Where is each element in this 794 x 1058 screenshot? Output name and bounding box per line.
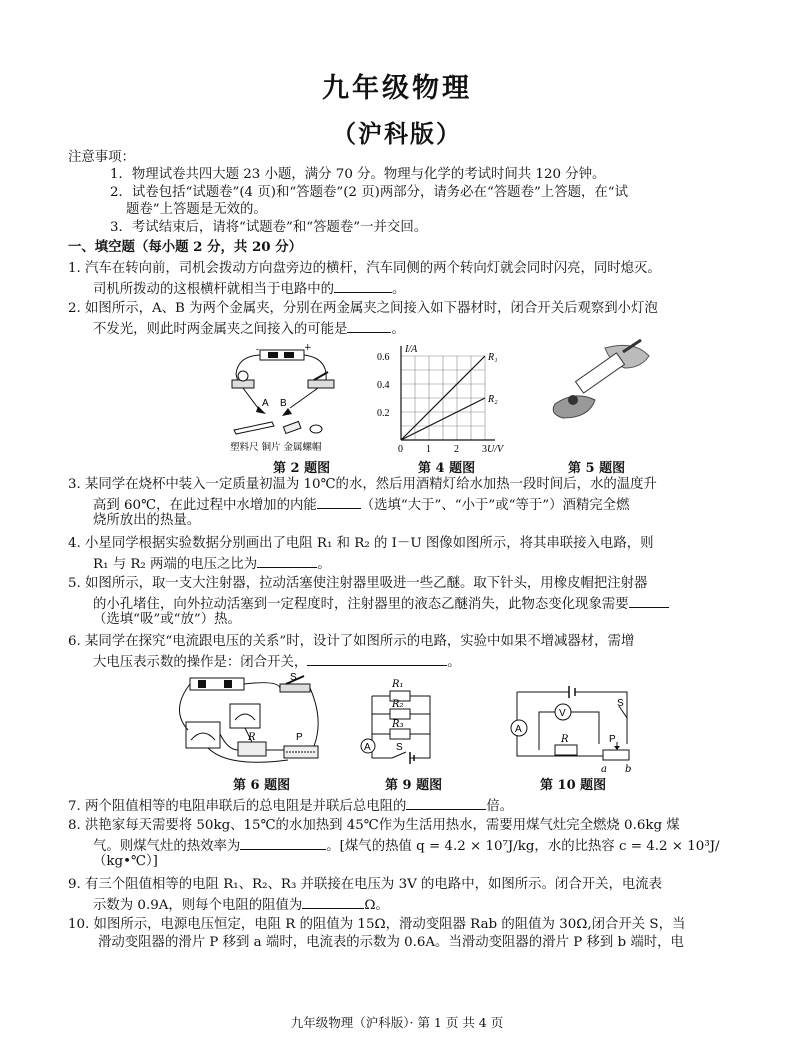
figure-6-apparatus (168, 670, 324, 772)
question-5-end: （选填“吸”或“放”）热。 (93, 612, 241, 627)
bulb (238, 371, 248, 381)
answer-blank[interactable] (302, 894, 364, 909)
svg-text:B: B (280, 398, 287, 409)
switch (280, 684, 310, 692)
figure-2-circuit (228, 342, 348, 454)
question-1: 1. 汽车在转向前，司机会拨动方向盘旁边的横杆，汽车同侧的两个转向灯就会同时闪亮，同时熄灭。 (68, 261, 661, 276)
rubber-cap (568, 395, 578, 405)
resistor-r (238, 742, 266, 756)
voltmeter (230, 704, 260, 728)
metal-nut (310, 425, 322, 433)
minus-label: - (256, 345, 260, 355)
series-label: R₂ (488, 394, 498, 405)
answer-blank[interactable] (317, 494, 361, 509)
answer-blank[interactable] (406, 795, 486, 810)
resistor-r2 (390, 709, 410, 719)
question-1-cont: 司机所拨动的这根横杆就相当于电路中的 。 (93, 278, 405, 299)
answer-blank[interactable] (257, 553, 317, 568)
question-8-cont: 气。则煤气灶的热效率为 。[煤气的热值 q = 4.2 × 10⁷J/kg，水的比热容 c = 4.2 × 10³J/ (93, 835, 720, 856)
answer-blank[interactable] (347, 318, 391, 333)
note-item: 2．试卷包括“试题卷”(4 页)和“答题卷”(2 页)两部分，请务必在“答题卷”上答题，在“试 (110, 185, 628, 200)
svg-text:R: R (561, 734, 569, 745)
caption-fig10: 第 10 题图 (540, 778, 607, 793)
copper-sheet (283, 421, 300, 433)
y-tick-label: 0.6 (377, 352, 390, 363)
resistor-r3 (390, 729, 410, 739)
y-axis-label: I/A (405, 344, 418, 355)
question-5-cont: 的小孔堵住，向外拉动活塞到一定程度时，注射器里的液态乙醚消失，此物态变化现象需要 (93, 593, 669, 614)
x-axis-label: U/V (487, 444, 504, 455)
question-6: 6. 某同学在探究“电流跟电压的关系”时，设计了如图所示的电路，实验中如果不增减器材，需增 (68, 634, 635, 649)
x-tick-label: 1 (426, 444, 431, 455)
note-item: 3．考试结束后，请将“试题卷”和“答题卷”一并交回。 (110, 220, 428, 235)
question-4: 4. 小星同学根据实验数据分别画出了电阻 R₁ 和 R₂ 的 I－U 图像如图所示，将其串联接入电路，则 (68, 536, 654, 551)
svg-text:S: S (290, 672, 297, 683)
figure-5-syringe (545, 338, 655, 424)
question-6-cont: 大电压表示数的操作是：闭合开关， 。 (93, 651, 461, 672)
svg-text:b: b (625, 764, 632, 774)
answer-blank[interactable] (629, 593, 669, 608)
svg-text:R₁: R₁ (392, 679, 404, 690)
question-3-end: 烧所放出的热量。 (93, 513, 201, 528)
clip-b (282, 408, 292, 416)
question-10: 10. 如图所示，电源电压恒定，电阻 R 的阻值为 15Ω，滑动变阻器 Rab 的阻值为 30Ω,闭合开关 S，当 (68, 917, 686, 932)
caption-fig2: 第 2 题图 (273, 461, 331, 476)
series-label: R₁ (488, 352, 498, 363)
note-item: 题卷”上答题是无效的。 (126, 202, 267, 217)
page-title: 九年级物理 (322, 73, 472, 104)
resistor-r (555, 745, 577, 755)
svg-text:a: a (601, 764, 607, 774)
figure-10-circuit (505, 678, 645, 774)
question-4-cont: R₁ 与 R₂ 两端的电压之比为 。 (93, 553, 331, 574)
caption-fig6: 第 6 题图 (233, 778, 291, 793)
svg-text:S: S (617, 698, 624, 709)
fig2-items-label: 塑料尺 铜片 金属螺帽 (230, 442, 322, 453)
syringe-barrel (576, 353, 625, 393)
x-tick-label: 2 (454, 444, 459, 455)
svg-text:A: A (515, 724, 522, 735)
switch-base (308, 380, 334, 388)
svg-text:R₃: R₃ (392, 719, 404, 730)
svg-text:R₂: R₂ (392, 699, 404, 710)
page-subtitle: （沪科版） (332, 119, 462, 148)
x-tick-label: 3 (482, 444, 487, 455)
y-tick-label: 0.2 (377, 408, 390, 419)
answer-blank[interactable] (307, 651, 447, 666)
question-8: 8. 洪艳家每天需要将 50kg、15℃的水加热到 45℃作为生活用热水，需要用煤气灶完全燃烧 0.6kg 煤 (68, 818, 680, 833)
svg-text:R: R (248, 732, 256, 743)
notes-heading: 注意事项： (68, 150, 135, 165)
question-9: 9. 有三个阻值相等的电阻 R₁、R₂、R₃ 并联接在电压为 3V 的电路中，如图所示。闭合开关，电流表 (68, 877, 663, 892)
answer-blank[interactable] (240, 835, 326, 850)
ammeter (186, 722, 220, 748)
svg-text:A: A (262, 398, 269, 409)
figure-9-circuit (356, 670, 446, 774)
svg-text:P: P (296, 732, 303, 743)
svg-text:S: S (396, 742, 403, 753)
question-5: 5. 如图所示，取一支大注射器，拉动活塞使注射器里吸进一些乙醚。取下针头，用橡皮帽把注射器 (68, 576, 648, 591)
question-2: 2. 如图所示，A、B 为两个金属夹，分别在两金属夹之间接入如下器材时，闭合开关后观察到小灯泡 (68, 301, 658, 316)
question-3-cont: 高到 60℃，在此过程中水增加的内能 （选填“大于”、“小于”或“等于”）酒精完全燃 (93, 494, 629, 515)
note-item: 1．物理试卷共四大题 23 小题，满分 70 分。物理与化学的考试时间共 120 分钟。 (110, 167, 606, 182)
x-tick-label: 0 (398, 444, 403, 455)
battery-box (260, 350, 304, 360)
svg-text:A: A (364, 742, 371, 753)
question-9-cont: 示数为 0.9A，则每个电阻的阻值为 Ω。 (93, 894, 389, 915)
caption-fig5: 第 5 题图 (568, 461, 626, 476)
y-tick-label: 0.4 (377, 380, 390, 391)
answer-blank[interactable] (334, 278, 392, 293)
question-3: 3. 某同学在烧杯中装入一定质量初温为 10℃的水，然后用酒精灯给水加热一段时间后，水的温度升 (68, 477, 657, 492)
battery (569, 686, 575, 698)
question-10-cont: 滑动变阻器的滑片 P 移到 a 端时，电流表的示数为 0.6A。当滑动变阻器的滑片 P 移到 b 端时，电 (98, 935, 684, 950)
page-footer: 九年级物理（沪科版）· 第 1 页 共 4 页 (290, 1015, 504, 1030)
section-heading: 一、填空题（每小题 2 分，共 20 分） (68, 239, 303, 255)
caption-fig9: 第 9 题图 (385, 778, 443, 793)
svg-text:V: V (559, 708, 566, 719)
rheostat (603, 750, 629, 760)
ruler (234, 422, 274, 434)
svg-text:P: P (609, 734, 616, 745)
question-7: 7. 两个阻值相等的电阻串联后的总电阻是并联后总电阻的 倍。 (68, 795, 513, 816)
question-8-end: （kg•℃）] (93, 854, 158, 869)
plus-label: + (304, 343, 312, 353)
figure-4-chart (375, 336, 505, 456)
question-2-cont: 不发光，则此时两金属夹之间接入的可能是 。 (93, 318, 405, 339)
caption-fig4: 第 4 题图 (418, 461, 476, 476)
